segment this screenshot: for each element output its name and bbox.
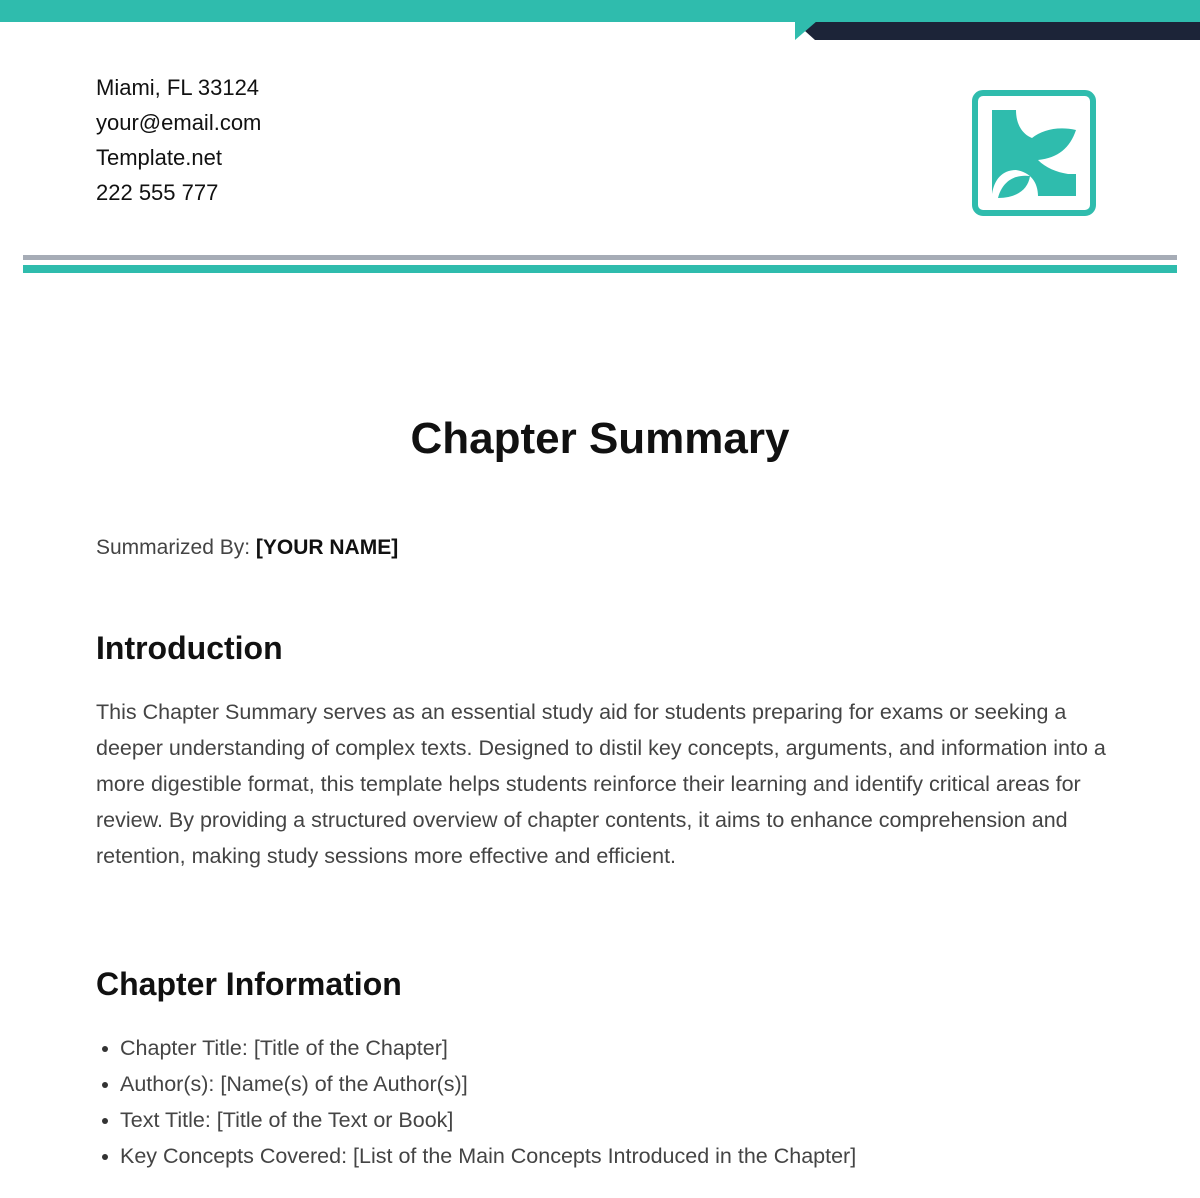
list-item (96, 1138, 856, 1174)
list-item-text: Text Title: [Title of the Text or Book] (120, 1108, 454, 1132)
bullet-icon (102, 1118, 108, 1124)
contact-website[interactable]: Template.net (96, 145, 222, 170)
header-divider-teal (23, 265, 1177, 273)
list-item-text: Author(s): [Name(s) of the Author(s)] (120, 1072, 468, 1096)
list-item (96, 1066, 856, 1102)
chapter-information-list (96, 1030, 856, 1174)
header-divider-gray (23, 255, 1177, 260)
list-item (96, 1030, 856, 1066)
introduction-heading: Introduction (96, 630, 283, 666)
bullet-icon (102, 1154, 108, 1160)
summarized-by-label: Summarized By: (96, 536, 251, 559)
header-navy-bar (815, 22, 1200, 40)
contact-phone: 222 555 777 (96, 180, 219, 205)
list-item (96, 1102, 856, 1138)
page-title: Chapter Summary (410, 414, 790, 463)
bullet-icon (102, 1082, 108, 1088)
contact-block (96, 70, 261, 210)
introduction-text: This Chapter Summary serves as an essential study aid for students preparing for exams or seeking a deeper understanding of complex texts. Designed to distil key concepts, arguments, and information into a more digestible format, this template helps students reinforce their learning and identify critical areas for review. By providing a structured overview of chapter contents, it aims to enhance comprehension and retention, making study sessions more effective and efficient. (96, 700, 1106, 868)
contact-address: Miami, FL 33124 (96, 75, 260, 100)
contact-email[interactable]: your@email.com (96, 110, 262, 135)
bullet-icon (102, 1046, 108, 1052)
chapter-information-heading: Chapter Information (96, 966, 402, 1002)
list-item-text: Chapter Title: [Title of the Chapter] (120, 1036, 448, 1060)
header-accent-bar (0, 0, 1200, 22)
summarized-by (96, 536, 398, 560)
list-item-text: Key Concepts Covered: [List of the Main Concepts Introduced in the Chapter] (120, 1144, 857, 1168)
leaf-logo-icon (972, 90, 1096, 216)
summarized-by-name: [YOUR NAME] (255, 536, 399, 559)
